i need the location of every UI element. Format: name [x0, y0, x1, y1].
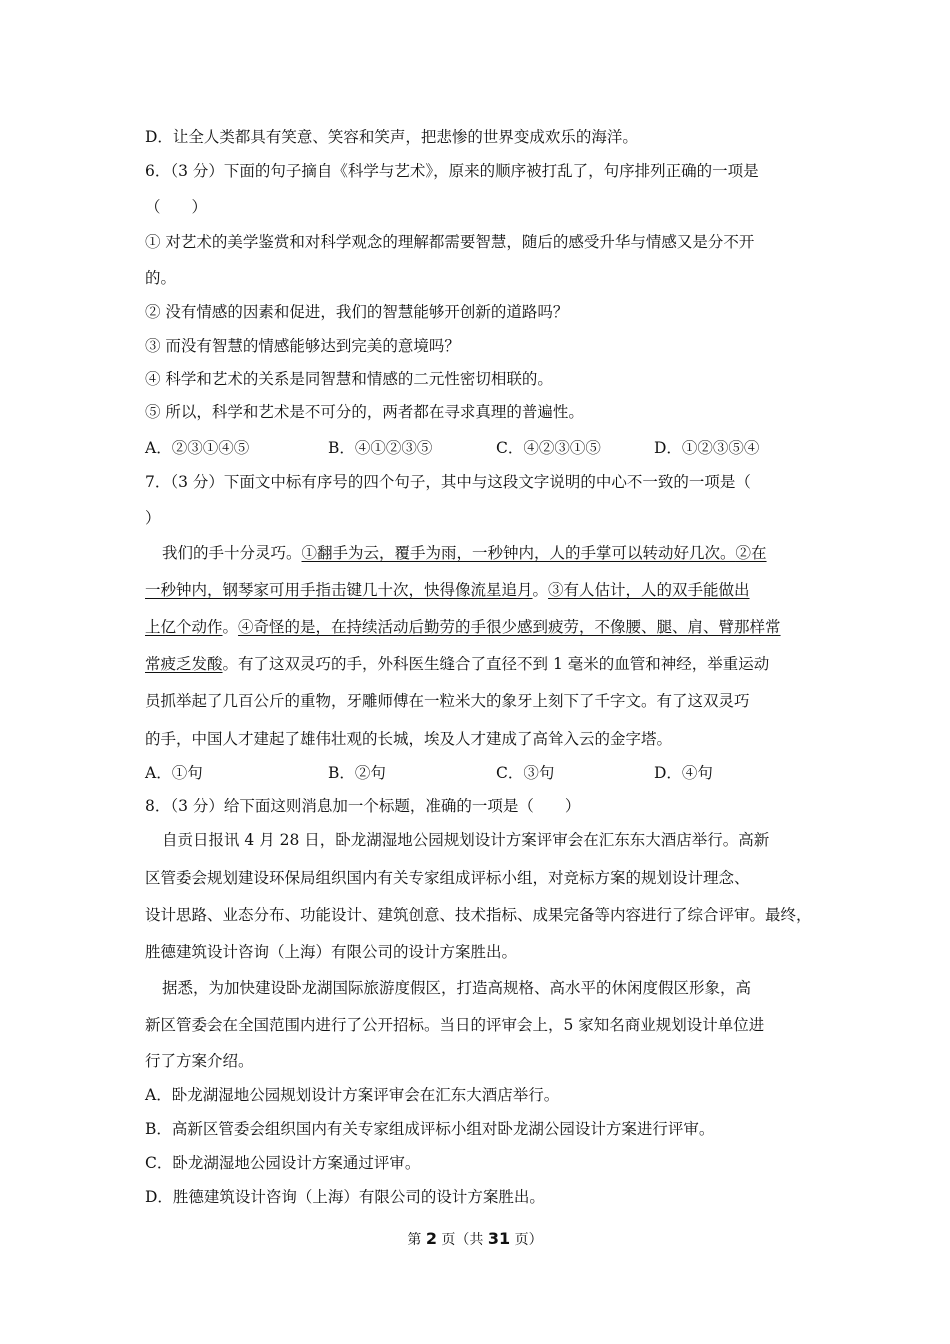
q6-sentence-2: ② 没有情感的因素和促进，我们的智慧能够开创新的道路吗？	[145, 303, 569, 321]
q8-news-p1-line-3: 设计思路、业态分布、功能设计、建筑创意、技术指标、成果完备等内容进行了综合评审。最终，	[145, 906, 812, 924]
footer-middle: 页（共	[436, 1232, 488, 1248]
q8-news-p1-line-4: 胜德建筑设计咨询（上海）有限公司的设计方案胜出。	[145, 943, 518, 961]
q7-stem: 7．（3 分）下面文中标有序号的四个句子，其中与这段文字说明的中心不一致的一项是（	[145, 473, 751, 491]
footer-total-pages: 31	[487, 1229, 511, 1248]
q7-period: 。	[532, 581, 549, 599]
q7-option-d: D．④句	[654, 764, 713, 782]
q8-news-p1-line-1: 自贡日报讯 4 月 28 日，卧龙湖湿地公园规划设计方案评审会在汇东东大酒店举行。高新	[162, 831, 770, 849]
q7-option-b: B．②句	[328, 764, 386, 782]
q7-passage-line-6: 的手，中国人才建起了雄伟壮观的长城，埃及人才建成了高耸入云的金字塔。	[145, 730, 673, 748]
q6-option-b: B．④①②③⑤	[328, 439, 433, 457]
q6-option-d: D．①②③⑤④	[654, 439, 760, 457]
q6-option-c: C．④②③①⑤	[496, 439, 601, 457]
footer-page-number: 2	[425, 1229, 437, 1248]
q7-stem-close: ）	[145, 509, 161, 527]
q7-option-c: C．③句	[496, 764, 555, 782]
q6-sentence-4: ④ 科学和艺术的关系是同智慧和情感的二元性密切相联的。	[145, 370, 553, 388]
q8-option-d: D．胜德建筑设计咨询（上海）有限公司的设计方案胜出。	[145, 1188, 545, 1206]
q8-news-p2-line-2: 新区管委会在全国范围内进行了公开招标。当日的评审会上，5 家知名商业规划设计单位进	[145, 1016, 765, 1034]
q7-sentence-2-end: 一秒钟内，钢琴家可用手指击键几十次，快得像流星追月	[145, 581, 533, 599]
q7-sentence-4-start: ④奇怪的是，在持续活动后勤劳的手很少感到疲劳，不像腰、腿、肩、臂那样常	[238, 618, 781, 636]
q8-news-p1-line-2: 区管委会规划建设环保局组织国内有关专家组成评标小组，对竞标方案的规划设计理念、	[145, 869, 750, 887]
q7-passage-line-2	[145, 580, 750, 600]
q8-option-b: B．高新区管委会组织国内有关专家组成评标小组对卧龙湖公园设计方案进行评审。	[145, 1120, 715, 1138]
q8-news-p2-line-3: 行了方案介绍。	[145, 1052, 254, 1070]
q6-stem: 6．（3 分）下面的句子摘自《科学与艺术》，原来的顺序被打乱了，句序排列正确的一项是	[145, 162, 759, 180]
q8-stem: 8．（3 分）给下面这则消息加一个标题，准确的一项是（ ）	[145, 797, 581, 815]
page-footer	[0, 1229, 950, 1250]
q7-passage-line-5: 员抓举起了几百公斤的重物，牙雕师傅在一粒米大的象牙上刻下了千字文。有了这双灵巧	[145, 692, 750, 710]
q7-passage-line-4	[145, 654, 769, 674]
q7-sentence-3-start: ③有人估计，人的双手能做出	[548, 581, 750, 599]
q7-sentence-3-end: 上亿个动作	[145, 618, 223, 636]
q6-sentence-1: ① 对艺术的美学鉴赏和对科学观念的理解都需要智慧，随后的感受升华与情感又是分不开	[145, 233, 755, 251]
q7-sentence-4-end: 常疲乏发酸	[145, 655, 223, 673]
q7-passage-intro: 我们的手十分灵巧。	[162, 544, 302, 562]
q5-option-d: D．让全人类都具有笑意、笑容和笑声，把悲惨的世界变成欢乐的海洋。	[145, 128, 638, 146]
q6-stem-blank: （ ）	[145, 198, 208, 216]
q6-sentence-5: ⑤ 所以，科学和艺术是不可分的，两者都在寻求真理的普遍性。	[145, 403, 584, 421]
q7-passage-text: 。有了这双灵巧的手，外科医生缝合了直径不到 1 毫米的血管和神经，举重运动	[222, 655, 770, 673]
q7-period: 。	[222, 618, 239, 636]
q7-passage-line-3	[145, 617, 781, 637]
footer-suffix: 页）	[510, 1232, 543, 1248]
q7-passage-line-1	[162, 543, 767, 563]
q8-option-c: C．卧龙湖湿地公园设计方案通过评审。	[145, 1154, 421, 1172]
q8-option-a: A．卧龙湖湿地公园规划设计方案评审会在汇东大酒店举行。	[145, 1086, 560, 1104]
q7-sentence-1: ①翻手为云，覆手为雨，一秒钟内，人的手掌可以转动好几次。	[301, 544, 736, 562]
q8-news-p2-line-1: 据悉，为加快建设卧龙湖国际旅游度假区，打造高规格、高水平的休闲度假区形象，高	[162, 979, 752, 997]
q6-option-a: A．②③①④⑤	[145, 439, 250, 457]
q7-option-a: A．①句	[145, 764, 203, 782]
footer-prefix: 第	[407, 1232, 426, 1248]
q7-sentence-2-start: ②在	[735, 544, 767, 562]
q6-sentence-1-cont: 的。	[145, 269, 177, 287]
q6-sentence-3: ③ 而没有智慧的情感能够达到完美的意境吗？	[145, 337, 460, 355]
